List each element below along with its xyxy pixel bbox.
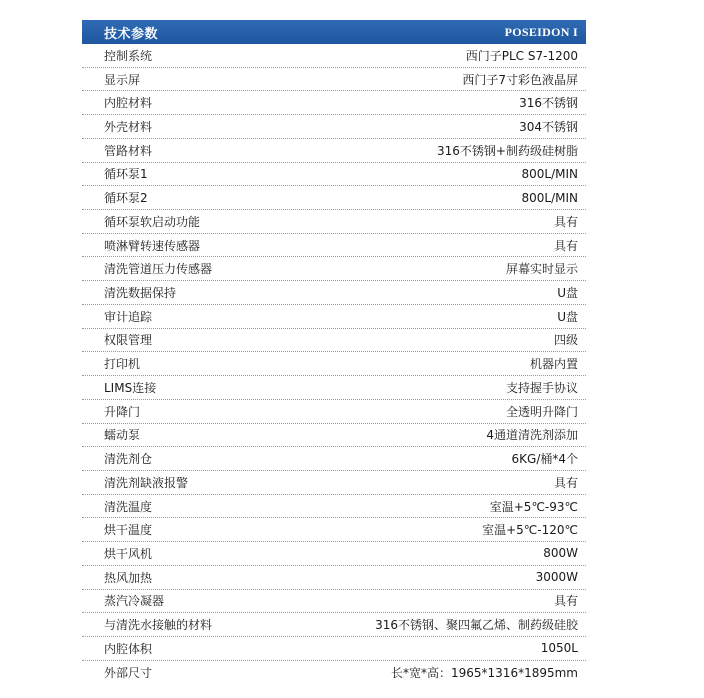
row-label: 控制系统 <box>104 48 153 63</box>
row-value: 支持握手协议 <box>505 380 578 395</box>
row-value: 具有 <box>553 238 578 253</box>
table-row <box>82 542 586 566</box>
row-value: 西门子7寸彩色液晶屏 <box>462 72 578 87</box>
row-value: 具有 <box>553 214 578 229</box>
table-row <box>82 518 586 542</box>
table-row <box>82 305 586 329</box>
table-row <box>82 566 586 590</box>
row-label: 烘干风机 <box>104 546 153 561</box>
row-label: 外壳材料 <box>104 120 153 135</box>
row-value: 1050L <box>540 641 578 656</box>
table-row <box>82 257 586 281</box>
row-label: 清洗管道压力传感器 <box>104 262 213 277</box>
row-label: 蠕动泵 <box>104 428 141 443</box>
row-label: 内腔材料 <box>104 96 153 111</box>
row-value: 机器内置 <box>529 357 578 372</box>
table-row <box>82 661 586 685</box>
row-value: 长*宽*高：1965*1316*1895mm <box>391 666 578 681</box>
row-label: 升降门 <box>104 404 141 419</box>
table-row <box>82 186 586 210</box>
table-row <box>82 210 586 234</box>
header-model: POSEIDON I <box>504 24 578 39</box>
table-row <box>82 352 586 376</box>
row-value: 304不锈钢 <box>519 120 578 135</box>
table-row <box>82 400 586 424</box>
row-value: 800W <box>543 546 578 561</box>
row-label: 循环泵2 <box>104 191 148 206</box>
row-label: 清洗温度 <box>104 499 153 514</box>
row-value: 具有 <box>553 475 578 490</box>
row-value: 西门子PLC S7-1200 <box>465 48 578 63</box>
row-value: U盘 <box>557 286 578 301</box>
row-label: 外部尺寸 <box>104 666 153 681</box>
row-value: 6KG/桶*4个 <box>511 452 578 467</box>
table-row <box>82 376 586 400</box>
spec-table <box>82 20 586 684</box>
row-value: 室温+5℃-120℃ <box>482 523 578 538</box>
row-value: 316不锈钢、聚四氟乙烯、制药级硅胶 <box>375 618 578 633</box>
row-label: 喷淋臂转速传感器 <box>104 238 201 253</box>
row-label: 审计追踪 <box>104 309 153 324</box>
table-row <box>82 447 586 471</box>
table-row <box>82 281 586 305</box>
table-row <box>82 495 586 519</box>
table-row <box>82 139 586 163</box>
table-row <box>82 163 586 187</box>
header-title: 技术参数 <box>104 26 159 42</box>
row-label: 清洗数据保持 <box>104 286 177 301</box>
table-row <box>82 424 586 448</box>
row-label: 打印机 <box>104 357 141 372</box>
table-row <box>82 234 586 258</box>
table-row <box>82 613 586 637</box>
table-row <box>82 329 586 353</box>
row-value: U盘 <box>557 309 578 324</box>
row-value: 800L/MIN <box>521 190 578 205</box>
row-label: 管路材料 <box>104 143 153 158</box>
row-label: 权限管理 <box>104 333 153 348</box>
row-value: 全透明升降门 <box>505 404 578 419</box>
table-header <box>82 20 586 44</box>
row-label: 蒸汽冷凝器 <box>104 594 165 609</box>
spec-rows <box>82 44 586 684</box>
row-label: 循环泵软启动功能 <box>104 214 201 229</box>
row-label: 与清洗水接触的材料 <box>104 618 213 633</box>
row-label: LIMS连接 <box>104 380 157 395</box>
row-label: 清洗剂缺液报警 <box>104 475 189 490</box>
table-row <box>82 44 586 68</box>
table-row <box>82 91 586 115</box>
row-value: 316不锈钢+制药级硅树脂 <box>437 143 578 158</box>
table-row <box>82 471 586 495</box>
row-label: 烘干温度 <box>104 523 153 538</box>
row-label: 循环泵1 <box>104 167 148 182</box>
row-label: 内腔体积 <box>104 641 153 656</box>
row-value: 四级 <box>553 333 578 348</box>
table-row <box>82 590 586 614</box>
row-value: 屏幕实时显示 <box>505 262 578 277</box>
row-label: 显示屏 <box>104 72 141 87</box>
row-value: 316不锈钢 <box>519 96 578 111</box>
row-value: 具有 <box>553 594 578 609</box>
table-row <box>82 115 586 139</box>
table-row <box>82 68 586 92</box>
row-value: 3000W <box>535 570 578 585</box>
row-label: 清洗剂仓 <box>104 452 153 467</box>
table-row <box>82 637 586 661</box>
row-value: 800L/MIN <box>521 166 578 181</box>
row-value: 4通道清洗剂添加 <box>486 428 578 443</box>
row-label: 热风加热 <box>104 570 153 585</box>
row-value: 室温+5℃-93℃ <box>489 499 578 514</box>
